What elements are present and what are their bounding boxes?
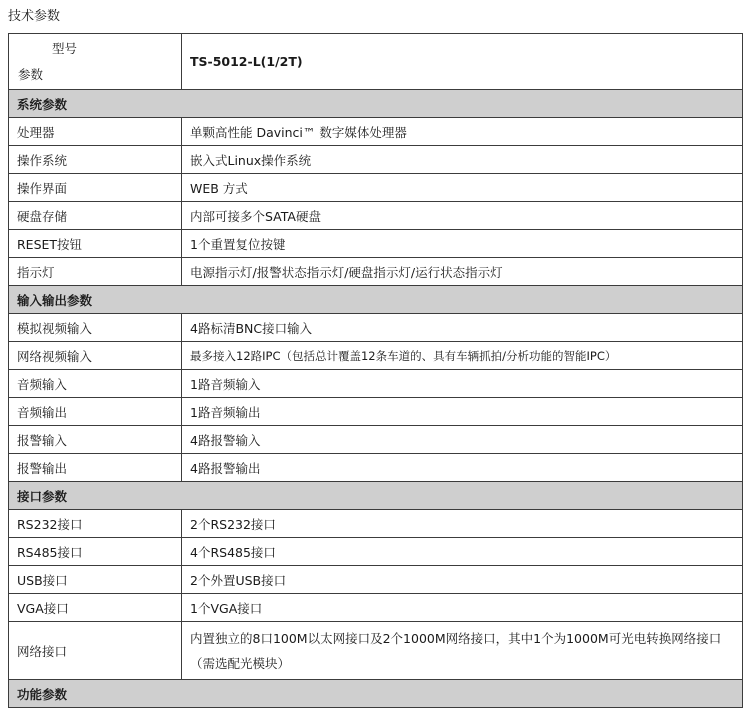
- table-row: [9, 566, 743, 594]
- row-value: 嵌入式Linux操作系统: [182, 146, 743, 174]
- row-label: 音频输入: [9, 370, 182, 398]
- row-label: 网络接口: [9, 622, 182, 680]
- table-row: [9, 594, 743, 622]
- section-title: 接口参数: [9, 482, 743, 510]
- section-header: [9, 286, 743, 314]
- row-value: 1路音频输出: [182, 398, 743, 426]
- section-title: 输入输出参数: [9, 286, 743, 314]
- spec-table: [8, 33, 743, 708]
- row-label: USB接口: [9, 566, 182, 594]
- table-row: [9, 454, 743, 482]
- table-row: [9, 342, 743, 370]
- row-label: 指示灯: [9, 258, 182, 286]
- row-label: 模拟视频输入: [9, 314, 182, 342]
- header-param-label: 参数: [18, 67, 44, 82]
- table-row: [9, 426, 743, 454]
- table-row: [9, 174, 743, 202]
- row-label: 网络视频输入: [9, 342, 182, 370]
- row-label: 硬盘存储: [9, 202, 182, 230]
- table-row: [9, 538, 743, 566]
- row-label: 报警输出: [9, 454, 182, 482]
- row-value: 4个RS485接口: [182, 538, 743, 566]
- model-name: TS-5012-L(1/2T): [182, 34, 743, 90]
- header-model-label: 型号: [52, 41, 78, 56]
- row-value: 最多接入12路IPC（包括总计覆盖12条车道的、具有车辆抓拍/分析功能的智能IPC）: [182, 342, 743, 370]
- table-row: [9, 230, 743, 258]
- row-value: 1路音频输入: [182, 370, 743, 398]
- row-value: 电源指示灯/报警状态指示灯/硬盘指示灯/运行状态指示灯: [182, 258, 743, 286]
- row-label: 音频输出: [9, 398, 182, 426]
- table-row: [9, 146, 743, 174]
- row-value: 内部可接多个SATA硬盘: [182, 202, 743, 230]
- row-label: RESET按钮: [9, 230, 182, 258]
- row-value: 1个VGA接口: [182, 594, 743, 622]
- section-title: 系统参数: [9, 90, 743, 118]
- table-row: [9, 370, 743, 398]
- row-value: 2个外置USB接口: [182, 566, 743, 594]
- table-header-row: [9, 34, 743, 90]
- row-label: 报警输入: [9, 426, 182, 454]
- section-header: [9, 680, 743, 708]
- row-value: WEB 方式: [182, 174, 743, 202]
- section-title: 功能参数: [9, 680, 743, 708]
- section-header: [9, 90, 743, 118]
- row-value: 1个重置复位按键: [182, 230, 743, 258]
- table-row: [9, 202, 743, 230]
- row-label: 操作系统: [9, 146, 182, 174]
- row-label: 处理器: [9, 118, 182, 146]
- row-value: 单颗高性能 Davinci™ 数字媒体处理器: [182, 118, 743, 146]
- table-row: [9, 118, 743, 146]
- row-value: 2个RS232接口: [182, 510, 743, 538]
- row-label: VGA接口: [9, 594, 182, 622]
- table-row: [9, 510, 743, 538]
- table-row: [9, 622, 743, 680]
- table-row: [9, 314, 743, 342]
- row-value: 内置独立的8口100M以太网接口及2个1000M网络接口，其中1个为1000M可光电转换网络接口（需选配光模块）: [182, 622, 743, 680]
- row-label: 操作界面: [9, 174, 182, 202]
- table-row: [9, 398, 743, 426]
- table-row: [9, 258, 743, 286]
- row-value: 4路报警输入: [182, 426, 743, 454]
- section-header: [9, 482, 743, 510]
- page-title: 技术参数: [8, 9, 61, 24]
- row-label: RS485接口: [9, 538, 182, 566]
- row-value: 4路报警输出: [182, 454, 743, 482]
- row-label: RS232接口: [9, 510, 182, 538]
- row-value: 4路标清BNC接口输入: [182, 314, 743, 342]
- header-corner-cell: [9, 34, 182, 90]
